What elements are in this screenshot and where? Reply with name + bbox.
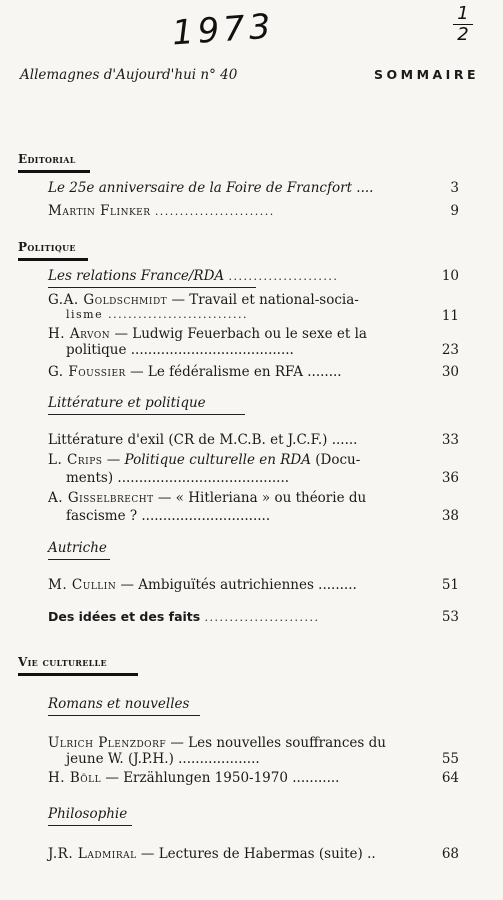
toc-entry[interactable]: [48, 452, 459, 470]
page-number: 38: [441, 508, 459, 524]
section-politique: Politique: [18, 240, 76, 254]
subsection-underline: [48, 414, 245, 415]
page-number: 9: [450, 203, 459, 219]
entry-title-suffix: (Docu-: [310, 452, 361, 468]
journal-title: Allemagnes d'Aujourd'hui n° 40: [20, 67, 238, 83]
leader-dots: .......................: [204, 611, 320, 624]
entry-author: H. Böll: [48, 770, 102, 786]
entry-title: Les relations France/RDA: [48, 268, 225, 284]
section-underline: [18, 258, 88, 261]
entry-separator: —: [102, 452, 125, 468]
subsection-title: Philosophie: [48, 806, 128, 822]
entry-title: Des idées et des faits: [48, 609, 201, 624]
entry-author: A. Gisselbrecht: [48, 490, 154, 506]
entry-author: G. Foussier: [48, 364, 126, 380]
page-number: 68: [441, 846, 459, 862]
subsection-heading: [48, 696, 459, 714]
subsection-underline: [48, 825, 132, 826]
subsection-title: Autriche: [48, 540, 107, 556]
subsection-underline: [48, 559, 110, 560]
handwritten-year: 1973: [170, 6, 276, 54]
toc-entry-continued[interactable]: [66, 470, 459, 488]
entry-title: — « Hitleriana » ou théorie du: [153, 490, 367, 506]
toc-entry[interactable]: [48, 432, 459, 450]
toc-entry-continued[interactable]: [66, 342, 459, 360]
page-number: 33: [441, 432, 459, 448]
entry-continuation: ments) ........................................: [66, 470, 290, 486]
page-number: 3: [450, 180, 459, 196]
leader-dots: ........................: [154, 205, 275, 218]
subsection-underline: [48, 287, 256, 288]
toc-entry[interactable]: [48, 609, 459, 627]
entry-title: — Erzählungen 1950-1970 ...........: [101, 770, 340, 786]
masthead: [20, 67, 479, 85]
toc-entry[interactable]: [48, 364, 459, 382]
subsection-heading: [48, 395, 459, 413]
toc-entry[interactable]: [48, 770, 459, 788]
page-number: 36: [441, 470, 459, 486]
entry-title: Littérature d'exil (CR de M.C.B. et J.C.F.) ......: [48, 432, 358, 448]
section-editorial: Editorial: [18, 152, 76, 166]
page-number: 23: [441, 342, 459, 358]
entry-author: L. Crips: [48, 452, 103, 468]
section-vie-culturelle: Vie culturelle: [18, 655, 107, 669]
section-underline: [18, 673, 138, 676]
toc-entry-continued[interactable]: [66, 751, 459, 769]
page-number: 53: [441, 609, 459, 625]
toc-entry[interactable]: [48, 846, 459, 864]
toc-entry[interactable]: [48, 490, 459, 508]
entry-author: J.R. Ladmiral: [48, 846, 137, 862]
page-number: 64: [441, 770, 459, 786]
entry-title: — Les nouvelles souffrances du: [166, 735, 386, 751]
leader-dots: ......................: [228, 270, 339, 283]
entry-title: — Ambiguïtés autrichiennes .........: [116, 577, 357, 593]
toc-entry[interactable]: [48, 180, 459, 198]
entry-title: — Le fédéralisme en RFA ........: [125, 364, 342, 380]
entry-title: Le 25e anniversaire de la Foire de Francfort ....: [48, 180, 374, 196]
page-number: 30: [441, 364, 459, 380]
subsection-heading: [48, 540, 459, 558]
entry-author: Ulrich Plenzdorf: [48, 735, 167, 751]
entry-continuation: lisme ............................: [66, 308, 249, 321]
toc-entry-continued[interactable]: [66, 308, 459, 326]
section-underline: [18, 170, 90, 173]
page-number: 10: [441, 268, 459, 284]
subsection-underline: [48, 715, 200, 716]
entry-author: H. Arvon: [48, 326, 111, 342]
entry-continuation: politique ......................................: [66, 342, 294, 358]
subsection-title: Littérature et politique: [48, 395, 206, 411]
entry-author: G.A. Goldschmidt: [48, 292, 168, 308]
subsection-title: Romans et nouvelles: [48, 696, 190, 712]
page-number: 51: [441, 577, 459, 593]
handwritten-fraction: [449, 3, 477, 45]
entry-continuation: fascisme ? ..............................: [66, 508, 271, 524]
entry-title: — Ludwig Feuerbach ou le sexe et la: [110, 326, 367, 342]
toc-entry-continued[interactable]: [66, 508, 459, 526]
toc-entry[interactable]: [48, 577, 459, 595]
toc-entry[interactable]: [48, 203, 459, 221]
page-number: 55: [441, 751, 459, 767]
subsection-heading: [48, 806, 459, 824]
entry-title: Politique culturelle en RDA: [124, 452, 311, 468]
entry-author: Martin Flinker: [48, 203, 151, 219]
page-number: 11: [441, 308, 459, 324]
sommaire-label: SOMMAIRE: [374, 67, 479, 82]
fraction-denominator: 2: [457, 24, 469, 45]
fraction-numerator: 1: [457, 3, 469, 24]
entry-author: M. Cullin: [48, 577, 117, 593]
entry-title: — Travail et national-socia-: [167, 292, 359, 308]
entry-continuation: jeune W. (J.P.H.) ...................: [66, 751, 260, 767]
toc-entry[interactable]: [48, 268, 459, 286]
entry-title: — Lectures de Habermas (suite) ..: [136, 846, 376, 862]
